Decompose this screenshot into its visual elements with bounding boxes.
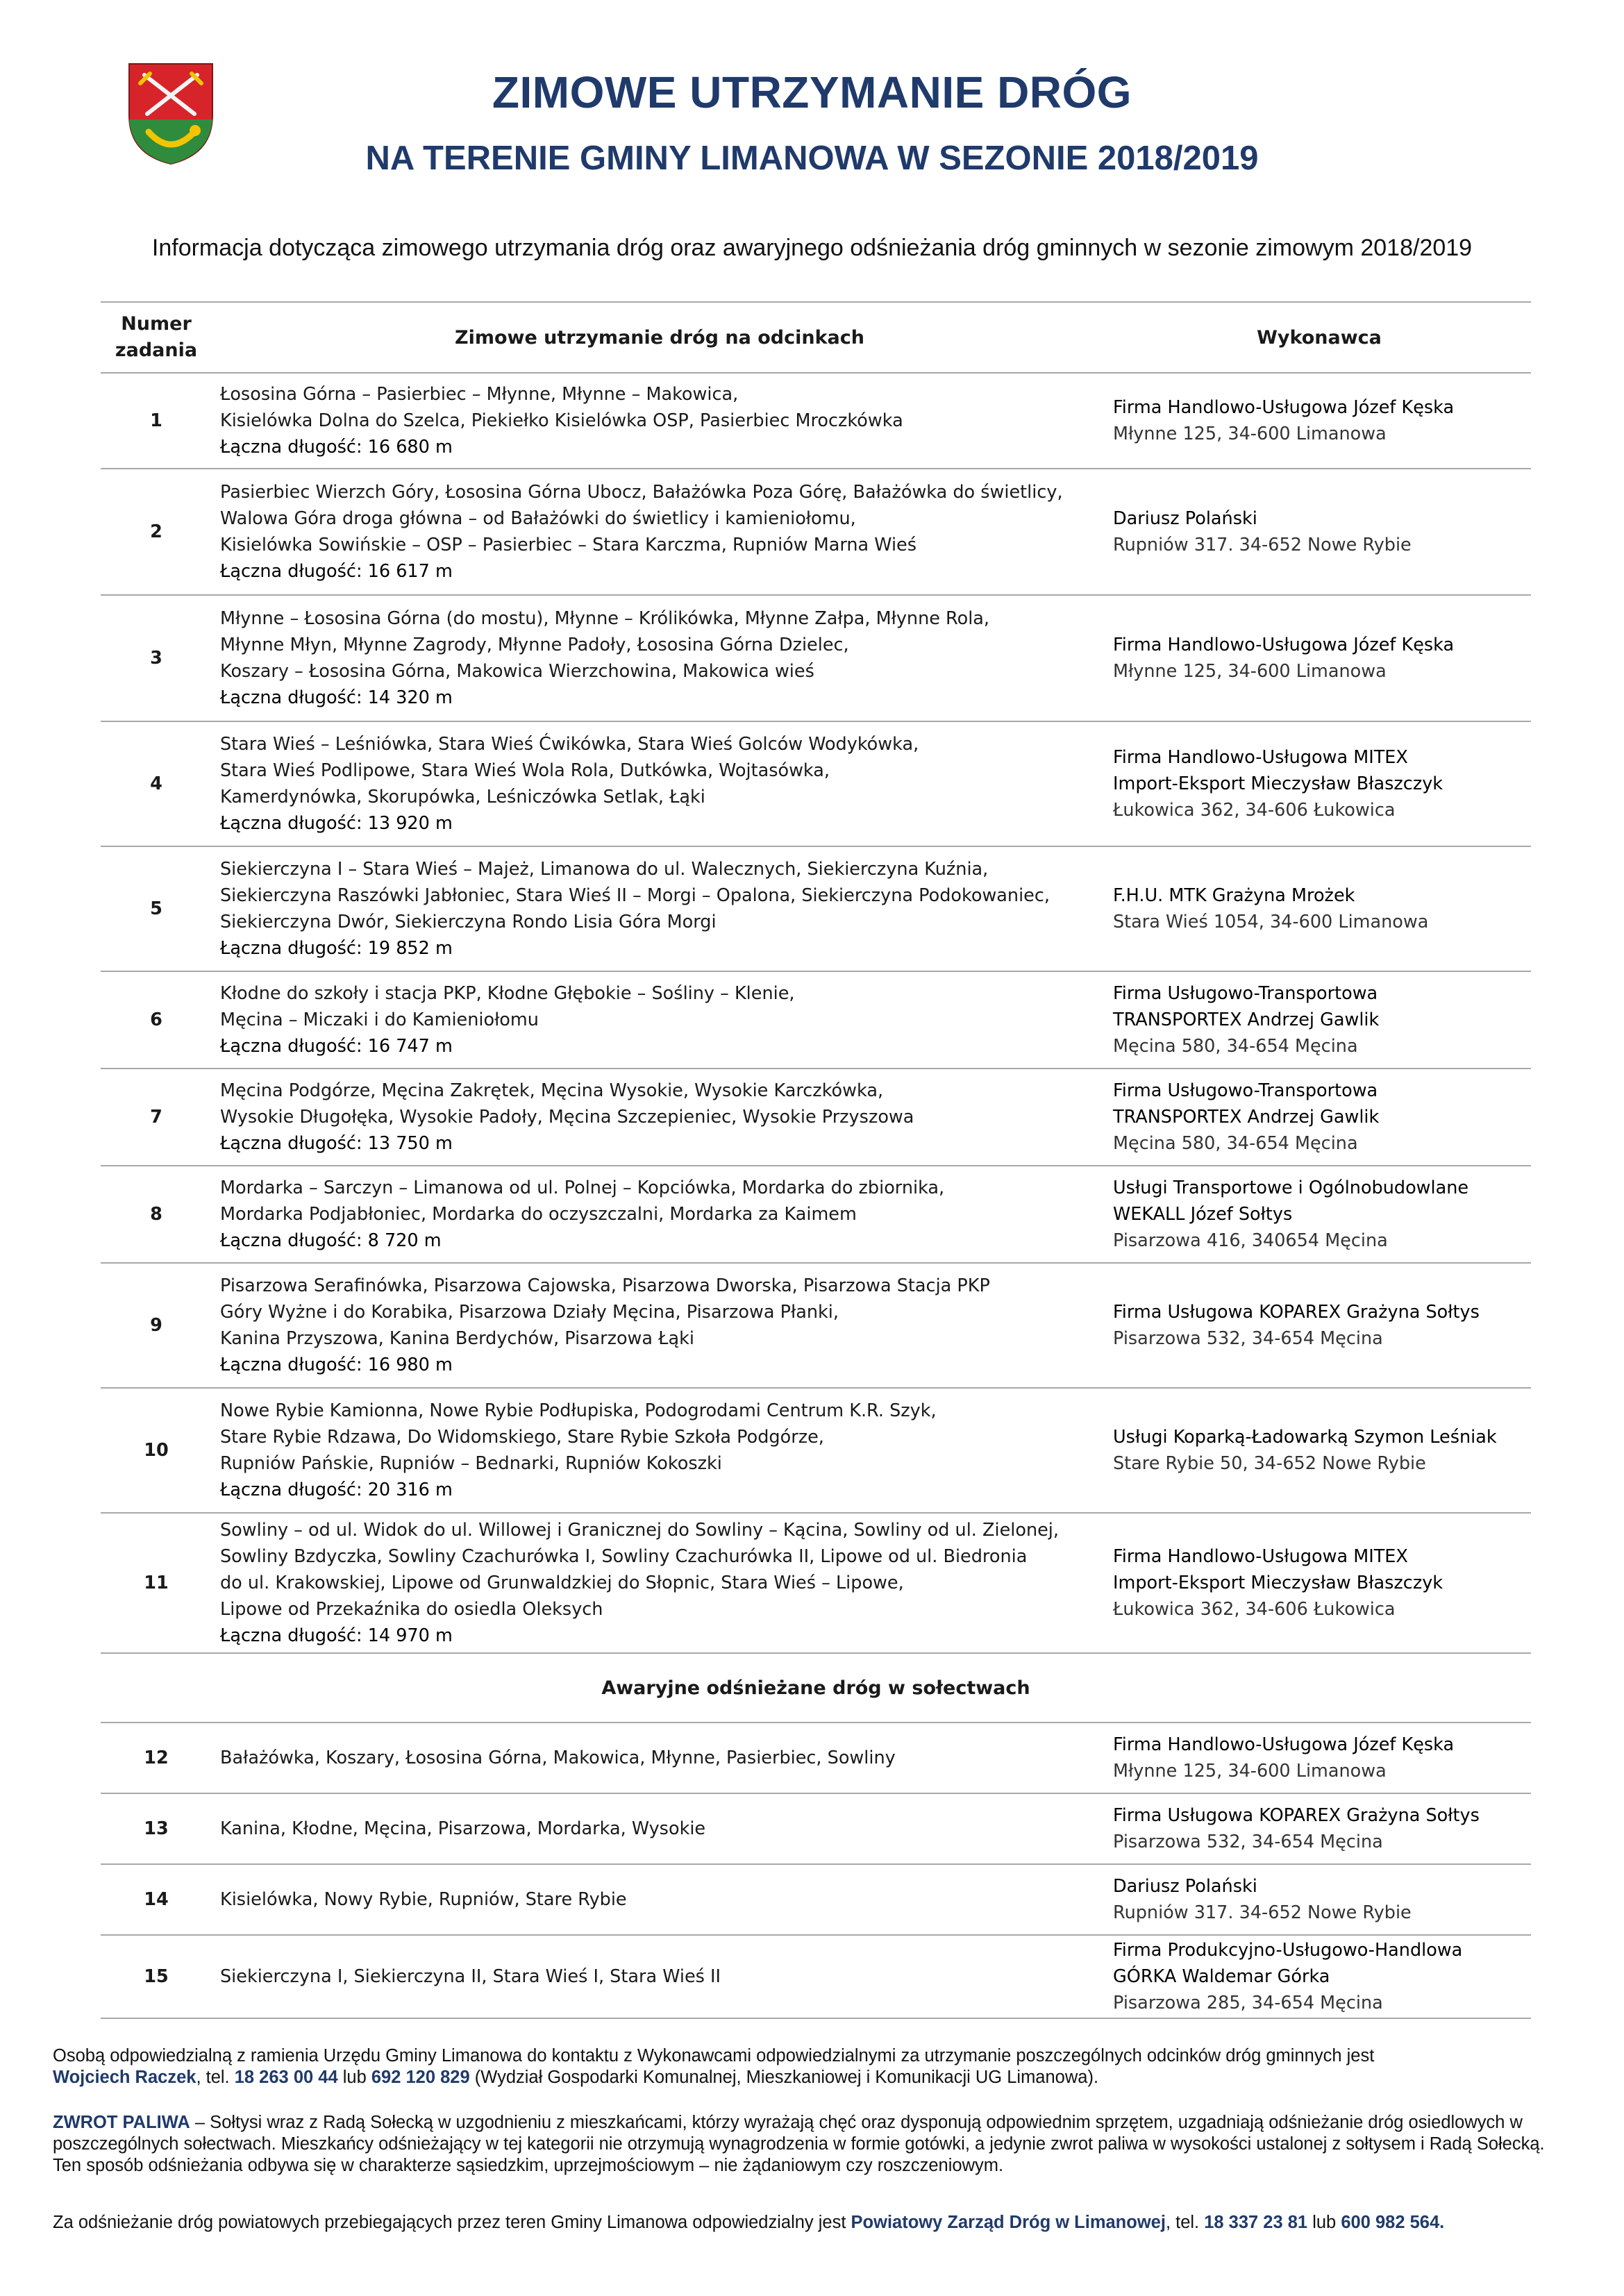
table-row [101,1512,1531,1652]
contractor-name: Firma Handlowo-Usługowa Józef Kęska [1113,635,1455,655]
total-length: Łączna długość: 16 680 m [220,437,453,458]
task-number: 11 [144,1573,169,1593]
contractor [1107,882,1531,935]
road-section-line: Męcina Podgórze, Męcina Zakrętek, Męcina Wysokie, Wysokie Karczkówka, [220,1080,884,1101]
contact-phone-1: 18 263 00 44 [234,2068,338,2087]
road-sections [212,381,1107,460]
table-header [101,301,1531,372]
road-section-line: Góry Wyżne i do Korabika, Pisarzowa Działy Męcina, Pisarzowa Płanki, [220,1302,839,1323]
total-length: Łączna długość: 16 980 m [220,1355,453,1375]
contractor-address: Pisarzowa 416, 340654 Męcina [1113,1230,1388,1251]
contractor-address: Rupniów 317. 34-652 Nowe Rybie [1113,1902,1412,1923]
contractor [1107,980,1531,1059]
contractor-name: GÓRKA Waldemar Górka [1113,1966,1330,1987]
county-tel-label: , tel. [1165,2213,1205,2232]
total-length: Łączna długość: 16 617 m [220,561,453,582]
table-row [101,971,1531,1068]
contractor-name: Firma Produkcyjno-Usługowo-Handlowa [1113,1940,1463,1961]
contractor [1107,1175,1531,1254]
road-section-line: Kisielówka Dolna do Szelca, Piekiełko Kisielówka OSP, Pasierbiec Mroczkówka [220,410,903,431]
total-length: Łączna długość: 14 970 m [220,1625,453,1646]
road-section-line: Walowa Góra droga główna – od Bałażówki do świetlicy i kamieniołomu, [220,508,856,529]
contact-phone-2: 692 120 829 [371,2068,470,2087]
road-section-line: Młynne Młyn, Młynne Zagrody, Młynne Padoły, Łososina Górna Dzielec, [220,635,849,655]
road-sections [212,856,1107,962]
road-section-line: Siekierczyna Dwór, Siekierczyna Rondo Lisia Góra Morgi [220,912,717,932]
task-number: 3 [150,648,162,669]
table-row [101,1262,1531,1387]
table-body [101,372,1531,1652]
contact-tel-label: , tel. [196,2068,235,2087]
task-number: 14 [144,1889,169,1910]
road-section-line: Kisielówka Sowińskie – OSP – Pasierbiec – Stara Karczma, Rupniów Marna Wieś [220,535,917,555]
fuel-refund-label: ZWROT PALIWA [53,2113,190,2132]
road-section-line: Koszary – Łososina Górna, Makowica Wierzchowina, Makowica wieś [220,661,814,682]
table-row [101,721,1531,846]
contractor-name: Dariusz Polański [1113,1876,1257,1897]
road-section-line: Pisarzowa Serafinówka, Pisarzowa Cajowska, Pisarzowa Dworska, Pisarzowa Stacja PKP [220,1275,990,1296]
road-section-line: Siekierczyna I – Stara Wieś – Majeż, Limanowa do ul. Walecznych, Siekierczyna Kuźnia, [220,859,989,880]
road-sections [212,1816,1107,1842]
road-sections [212,1398,1107,1503]
contractor-address: Stara Wieś 1054, 34-600 Limanowa [1113,912,1429,932]
contractor-address: Łukowica 362, 34-606 Łukowica [1113,800,1396,821]
col-sections-header: Zimowe utrzymanie dróg na odcinkach [455,326,864,349]
total-length: Łączna długość: 13 920 m [220,813,453,834]
road-section-line: Nowe Rybie Kamionna, Nowe Rybie Podłupiska, Podogrodami Centrum K.R. Szyk, [220,1400,937,1421]
contractor [1107,394,1531,447]
col-contractor-header: Wykonawca [1257,326,1382,349]
contractor-name: Import-Eksport Mieczysław Błaszczyk [1113,1573,1443,1593]
road-sections [212,731,1107,837]
task-number: 9 [150,1315,162,1336]
contractor-name: TRANSPORTEX Andrzej Gawlik [1113,1107,1380,1128]
table-row [101,594,1531,721]
contact-or: lub [337,2068,371,2087]
table-row [101,1863,1531,1934]
task-number: 1 [150,410,162,431]
contractor-address: Młynne 125, 34-600 Limanowa [1113,661,1387,682]
road-section-line: Mordarka Podjabłoniec, Mordarka do oczyszczalni, Mordarka za Kaimem [220,1204,857,1225]
total-length: Łączna długość: 19 852 m [220,938,453,959]
total-length: Łączna długość: 14 320 m [220,687,453,708]
road-section-line: Lipowe od Przekaźnika do osiedla Oleksych [220,1599,603,1620]
table-row [101,468,1531,594]
footer-fuel-refund [53,2112,1573,2177]
contractor-name: Firma Handlowo-Usługowa Józef Kęska [1113,397,1455,418]
total-length: Łączna długość: 13 750 m [220,1133,453,1154]
county-roads-org: Powiatowy Zarząd Dróg w Limanowej [851,2213,1166,2232]
road-sections [212,479,1107,585]
road-section-line: Stara Wieś – Leśniówka, Stara Wieś Ćwikówka, Stara Wieś Golców Wodykówka, [220,734,919,755]
contractor-name: WEKALL Józef Sołtys [1113,1204,1293,1225]
contractor-name: Firma Usługowa KOPAREX Grażyna Sołtys [1113,1805,1480,1826]
contact-person-name: Wojciech Raczek [53,2068,196,2087]
contractor-address: Męcina 580, 34-654 Męcina [1113,1036,1358,1057]
road-section-line: Kamerdynówka, Skorupówka, Leśniczówka Setlak, Łąki [220,787,705,807]
contractor-name: Firma Handlowo-Usługowa Józef Kęska [1113,1734,1455,1755]
contractor [1107,1299,1531,1352]
road-sections [212,1273,1107,1378]
contractor [1107,1873,1531,1926]
road-sections [212,1078,1107,1157]
table-row [101,1165,1531,1262]
task-number: 2 [150,521,162,542]
road-section-line: Kłodne do szkoły i stacja PKP, Kłodne Głębokie – Sośliny – Klenie, [220,983,795,1004]
road-section-line: Rupniów Pańskie, Rupniów – Bednarki, Rupniów Kokoszki [220,1453,722,1474]
county-roads-text: Za odśnieżanie dróg powiatowych przebiegających przez teren Gminy Limanowa odpowiedzialny jest [53,2213,851,2232]
table-row [101,846,1531,971]
contractor [1107,1424,1531,1477]
task-number: 7 [150,1107,162,1128]
county-phone-1: 18 337 23 81 [1204,2213,1308,2232]
road-sections [212,1175,1107,1254]
task-number: 13 [144,1818,169,1839]
contractor [1107,1732,1531,1784]
table-row [101,1068,1531,1165]
contractor-name: F.H.U. MTK Grażyna Mrożek [1113,885,1355,906]
contractor [1107,1078,1531,1157]
contractor-address: Męcina 580, 34-654 Męcina [1113,1133,1358,1154]
road-sections [212,1517,1107,1649]
contractor-address: Pisarzowa 532, 34-654 Męcina [1113,1832,1383,1852]
contractor [1107,505,1531,558]
contractor-address: Stare Rybie 50, 34-652 Nowe Rybie [1113,1453,1426,1474]
road-section-line: Wysokie Długołęka, Wysokie Padoły, Męcina Szczepieniec, Wysokie Przyszowa [220,1107,914,1128]
emergency-table-body [101,1722,1531,2019]
road-section-line: Sowliny – od ul. Widok do ul. Willowej i Granicznej do Sowliny – Kącina, Sowliny od ul. Zielonej, [220,1520,1059,1541]
task-number: 5 [150,898,162,919]
table-row [101,1722,1531,1793]
road-section-line: Siekierczyna Raszówki Jabłoniec, Stara Wieś II – Morgi – Opalona, Siekierczyna Podokowaniec, [220,885,1050,906]
road-sections [212,1745,1107,1771]
contractor-name: Firma Handlowo-Usługowa MITEX [1113,747,1408,768]
total-length: Łączna długość: 16 747 m [220,1036,453,1057]
road-section-line: Stara Wieś Podlipowe, Stara Wieś Wola Rola, Dutkówka, Wojtasówka, [220,760,830,781]
footer-county-roads [53,2212,1573,2234]
contractor-address: Młynne 125, 34-600 Limanowa [1113,1761,1387,1782]
fuel-refund-text: – Sołtysi wraz z Radą Sołecką w uzgodnieniu z mieszkańcami, którzy wyrażają chęć oraz dysponują odpowiednim sprzętem, uzgadniają odśnieżanie dróg osiedlowych w poszczególnych sołectwach. Mieszkańcy odśnieżający w tej kategorii nie otrzymują wynagrodzenia w formie gotówki, a jedynie zwrot paliwa w wysokości ustalonej z sołtysem i Radą Sołecką. Ten sposób odśnieżania odbywa się w charakterze sąsiedzkim, uprzejmościowym – nie żądaniowym czy roszczeniowym. [53,2113,1545,2175]
table-row [101,1793,1531,1863]
contractor-address: Pisarzowa 285, 34-654 Męcina [1113,1993,1383,2013]
county-phone-2: 600 982 564 [1341,2213,1440,2232]
road-sections [212,980,1107,1059]
total-length: Łączna długość: 20 316 m [220,1480,453,1500]
contractor-name: Firma Usługowo-Transportowa [1113,1080,1378,1101]
road-sections [212,1963,1107,1990]
task-number: 12 [144,1748,169,1768]
contact-department: (Wydział Gospodarki Komunalnej, Mieszkaniowej i Komunikacji UG Limanowa). [469,2068,1099,2087]
table-row [101,372,1531,468]
road-section-line: Stare Rybie Rdzawa, Do Widomskiego, Stare Rybie Szkoła Podgórze, [220,1427,824,1448]
task-number: 15 [144,1966,169,1987]
col-number-header: Numer zadania [115,313,198,361]
task-number: 4 [150,773,162,794]
contractor-name: Firma Usługowo-Transportowa [1113,983,1378,1004]
road-section-line: do ul. Krakowskiej, Lipowe od Grunwaldzkiej do Słopnic, Stara Wieś – Lipowe, [220,1573,904,1593]
road-sections [212,1886,1107,1913]
road-section-line: Męcina – Miczaki i do Kamieniołomu [220,1009,539,1030]
contractor-address: Rupniów 317. 34-652 Nowe Rybie [1113,535,1412,555]
road-section-line: Kanina Przyszowa, Kanina Berdychów, Pisarzowa Łąki [220,1328,694,1349]
contractor-address: Pisarzowa 532, 34-654 Męcina [1113,1328,1383,1349]
road-section-line: Siekierczyna I, Siekierczyna II, Stara Wieś I, Stara Wieś II [220,1966,721,1987]
contractor-address: Młynne 125, 34-600 Limanowa [1113,424,1387,444]
table-row [101,1934,1531,2019]
county-end: . [1439,2213,1445,2232]
task-number: 8 [150,1204,162,1225]
road-sections [212,605,1107,711]
contractor-address: Łukowica 362, 34-606 Łukowica [1113,1599,1396,1620]
county-or: lub [1307,2213,1341,2232]
contractor-name: Import-Eksport Mieczysław Błaszczyk [1113,773,1443,794]
page-title: ZIMOWE UTRZYMANIE DRÓG [492,67,1132,117]
contractor-name: Dariusz Polański [1113,508,1257,529]
contractor [1107,632,1531,685]
footer-contact-text: Osobą odpowiedzialną z ramienia Urzędu Gminy Limanowa do kontaktu z Wykonawcami odpowiedzialnymi za utrzymanie poszczególnych odcinków dróg gminnych jest [53,2046,1375,2065]
road-section-line: Łososina Górna – Pasierbiec – Młynne, Młynne – Makowica, [220,384,739,405]
contractor-name: Firma Usługowa KOPAREX Grażyna Sołtys [1113,1302,1480,1323]
contractor [1107,1937,1531,2016]
page-subtitle: NA TERENIE GMINY LIMANOWA W SEZONIE 2018/2019 [365,140,1259,177]
intro-text: Informacja dotycząca zimowego utrzymania dróg oraz awaryjnego odśnieżania dróg gminnych w sezonie zimowym 2018/2019 [151,235,1473,261]
contractor-name: Usługi Transportowe i Ogólnobudowlane [1113,1178,1469,1198]
table-row [101,1387,1531,1512]
road-section-line: Sowliny Bzdyczka, Sowliny Czachurówka I, Sowliny Czachurówka II, Lipowe od ul. Biedronia [220,1546,1028,1567]
contractor-name: Firma Handlowo-Usługowa MITEX [1113,1546,1408,1567]
footer-contact [53,2045,1573,2088]
contractor-name: TRANSPORTEX Andrzej Gawlik [1113,1009,1380,1030]
task-number: 6 [150,1009,162,1030]
road-section-line: Kanina, Kłodne, Męcina, Pisarzowa, Mordarka, Wysokie [220,1818,706,1839]
emergency-heading: Awaryjne odśnieżane dróg w sołectwach [101,1652,1531,1722]
contractor [1107,1543,1531,1623]
road-section-line: Bałażówka, Koszary, Łososina Górna, Makowica, Młynne, Pasierbiec, Sowliny [220,1748,896,1768]
contractor [1107,744,1531,823]
road-section-line: Mordarka – Sarczyn – Limanowa od ul. Polnej – Kopciówka, Mordarka do zbiornika, [220,1178,945,1198]
task-number: 10 [144,1440,169,1461]
contractor-name: Usługi Koparką-Ładowarką Szymon Leśniak [1113,1427,1497,1448]
contractor [1107,1802,1531,1855]
road-section-line: Kisielówka, Nowy Rybie, Rupniów, Stare Rybie [220,1889,627,1910]
roads-table [101,301,1531,2019]
road-section-line: Młynne – Łososina Górna (do mostu), Młynne – Królikówka, Młynne Załpa, Młynne Rola, [220,608,990,629]
road-section-line: Pasierbiec Wierzch Góry, Łososina Górna Ubocz, Bałażówka Poza Górę, Bałażówka do świetlicy, [220,482,1063,503]
total-length: Łączna długość: 8 720 m [220,1230,442,1251]
